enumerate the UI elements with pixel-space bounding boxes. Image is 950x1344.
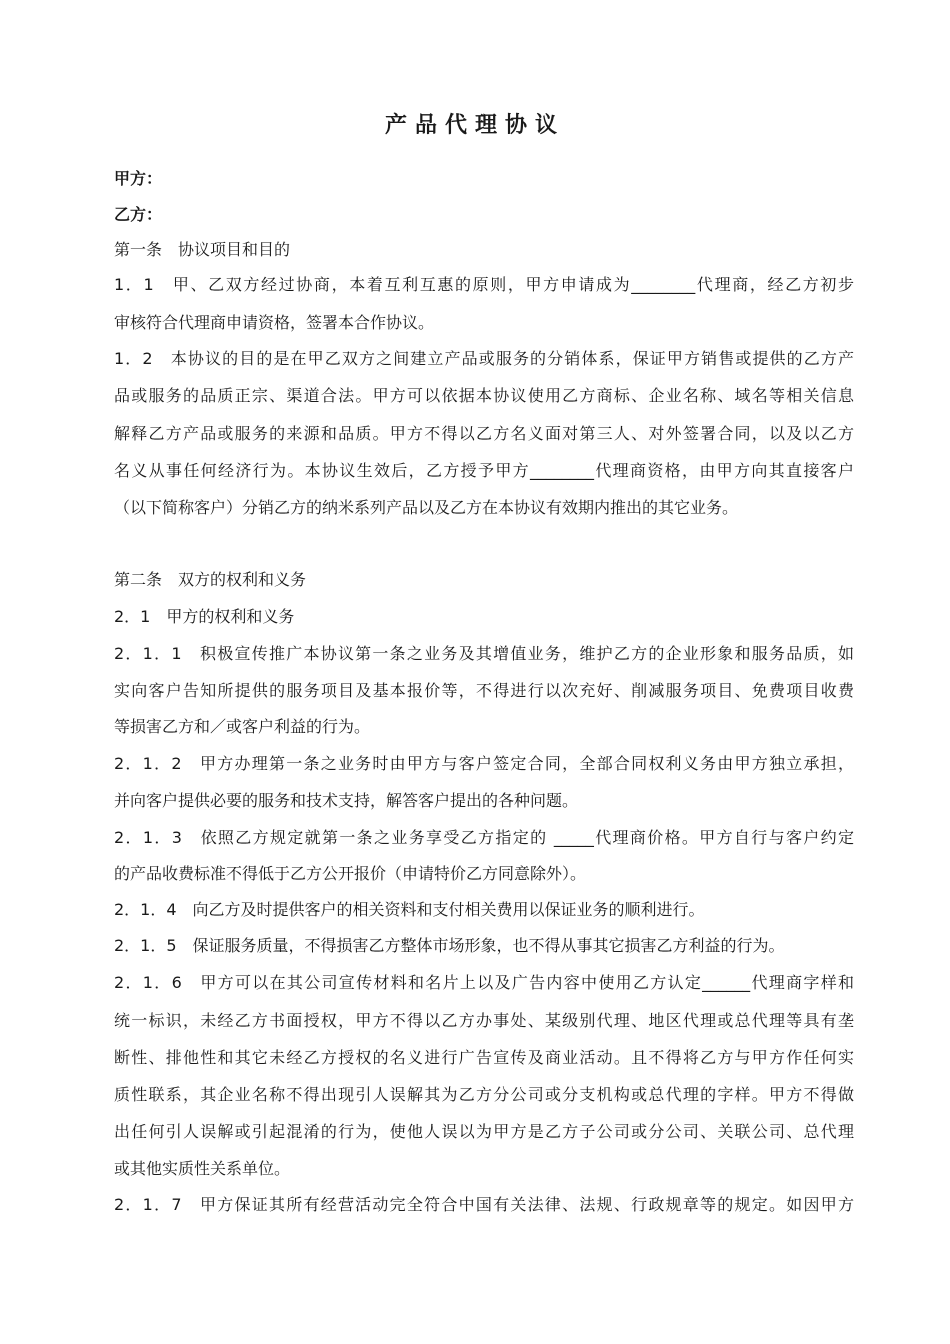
clause-2-1-6-line-6: 或其他实质性关系单位。	[114, 1159, 291, 1178]
clause-1-2-line-4: 名义从事任何经济行为。本协议生效后，乙方授予甲方________代理商资格，由甲方向其直接客户	[114, 461, 854, 480]
clause-2-1-6-line-3: 断性、排他性和其它未经乙方授权的名义进行广告宣传及商业活动。且不得将乙方与甲方作任何实	[114, 1048, 854, 1067]
clause-2-1-6-line-4: 质性联系，其企业名称不得出现引人误解其为乙方分公司或分支机构或总代理的字样。甲方不得做	[114, 1085, 854, 1104]
clause-2-1-6-line-1: 2．1．6 甲方可以在其公司宣传材料和名片上以及广告内容中使用乙方认定______代理商字样和	[114, 973, 854, 992]
clause-2-1-2-line-2: 并向客户提供必要的服务和技术支持，解答客户提出的各种问题。	[114, 791, 579, 810]
clause-2-1-7-line-1: 2．1．7 甲方保证其所有经营活动完全符合中国有关法律、法规、行政规章等的规定。如因甲方	[114, 1195, 854, 1214]
clause-1-1-line-2: 审核符合代理商申请资格，签署本合作协议。	[114, 313, 435, 332]
document-title: 产品代理协议	[384, 113, 565, 138]
clause-2-1-3-line-2: 的产品收费标准不得低于乙方公开报价（申请特价乙方同意除外）。	[114, 864, 587, 883]
clause-1-2-line-5: （以下简称客户）分销乙方的纳米系列产品以及乙方在本协议有效期内推出的其它业务。	[114, 498, 739, 517]
clause-1-2-line-3: 解释乙方产品或服务的来源和品质。甲方不得以乙方名义面对第三人、对外签署合同，以及以乙方	[114, 424, 854, 443]
clause-2-1-heading: 2．1 甲方的权利和义务	[114, 607, 295, 626]
clause-2-1-6-line-5: 出任何引人误解或引起混淆的行为，使他人误以为甲方是乙方子公司或分公司、关联公司、总代理	[114, 1122, 854, 1141]
clause-2-1-1-line-3: 等损害乙方和／或客户利益的行为。	[114, 717, 371, 736]
clause-2-1-5: 2．1．5 保证服务质量，不得损害乙方整体市场形象，也不得从事其它损害乙方利益的行为。	[114, 936, 785, 955]
article-2-heading: 第二条 双方的权利和义务	[114, 570, 307, 589]
clause-1-2-line-2: 品或服务的品质正宗、渠道合法。甲方可以依据本协议使用乙方商标、企业名称、域名等相关信息	[114, 386, 854, 405]
clause-2-1-1-line-2: 实向客户告知所提供的服务项目及基本报价等，不得进行以次充好、削减服务项目、免费项目收费	[114, 681, 854, 700]
clause-1-1-line-1: 1．1 甲、乙双方经过协商，本着互利互惠的原则，甲方申请成为________代理商，经乙方初步	[114, 275, 854, 294]
clause-2-1-2-line-1: 2．1．2 甲方办理第一条之业务时由甲方与客户签定合同，全部合同权利义务由甲方独立承担，	[114, 754, 854, 773]
clause-2-1-6-line-2: 统一标识，未经乙方书面授权，甲方不得以乙方办事处、某级别代理、地区代理或总代理等具有垄	[114, 1011, 854, 1030]
party-b-label: 乙方：	[114, 205, 163, 224]
clause-1-2-line-1: 1．2 本协议的目的是在甲乙双方之间建立产品或服务的分销体系，保证甲方销售或提供的乙方产	[114, 349, 854, 368]
clause-2-1-1-line-1: 2．1．1 积极宣传推广本协议第一条之业务及其增值业务，维护乙方的企业形象和服务品质，如	[114, 644, 854, 663]
clause-2-1-3-line-1: 2．1．3 依照乙方规定就第一条之业务享受乙方指定的 _____代理商价格。甲方自行与客户约定	[114, 828, 854, 847]
article-1-heading: 第一条 协议项目和目的	[114, 240, 291, 259]
party-a-label: 甲方：	[114, 169, 163, 188]
clause-2-1-4: 2．1．4 向乙方及时提供客户的相关资料和支付相关费用以保证业务的顺利进行。	[114, 900, 705, 919]
